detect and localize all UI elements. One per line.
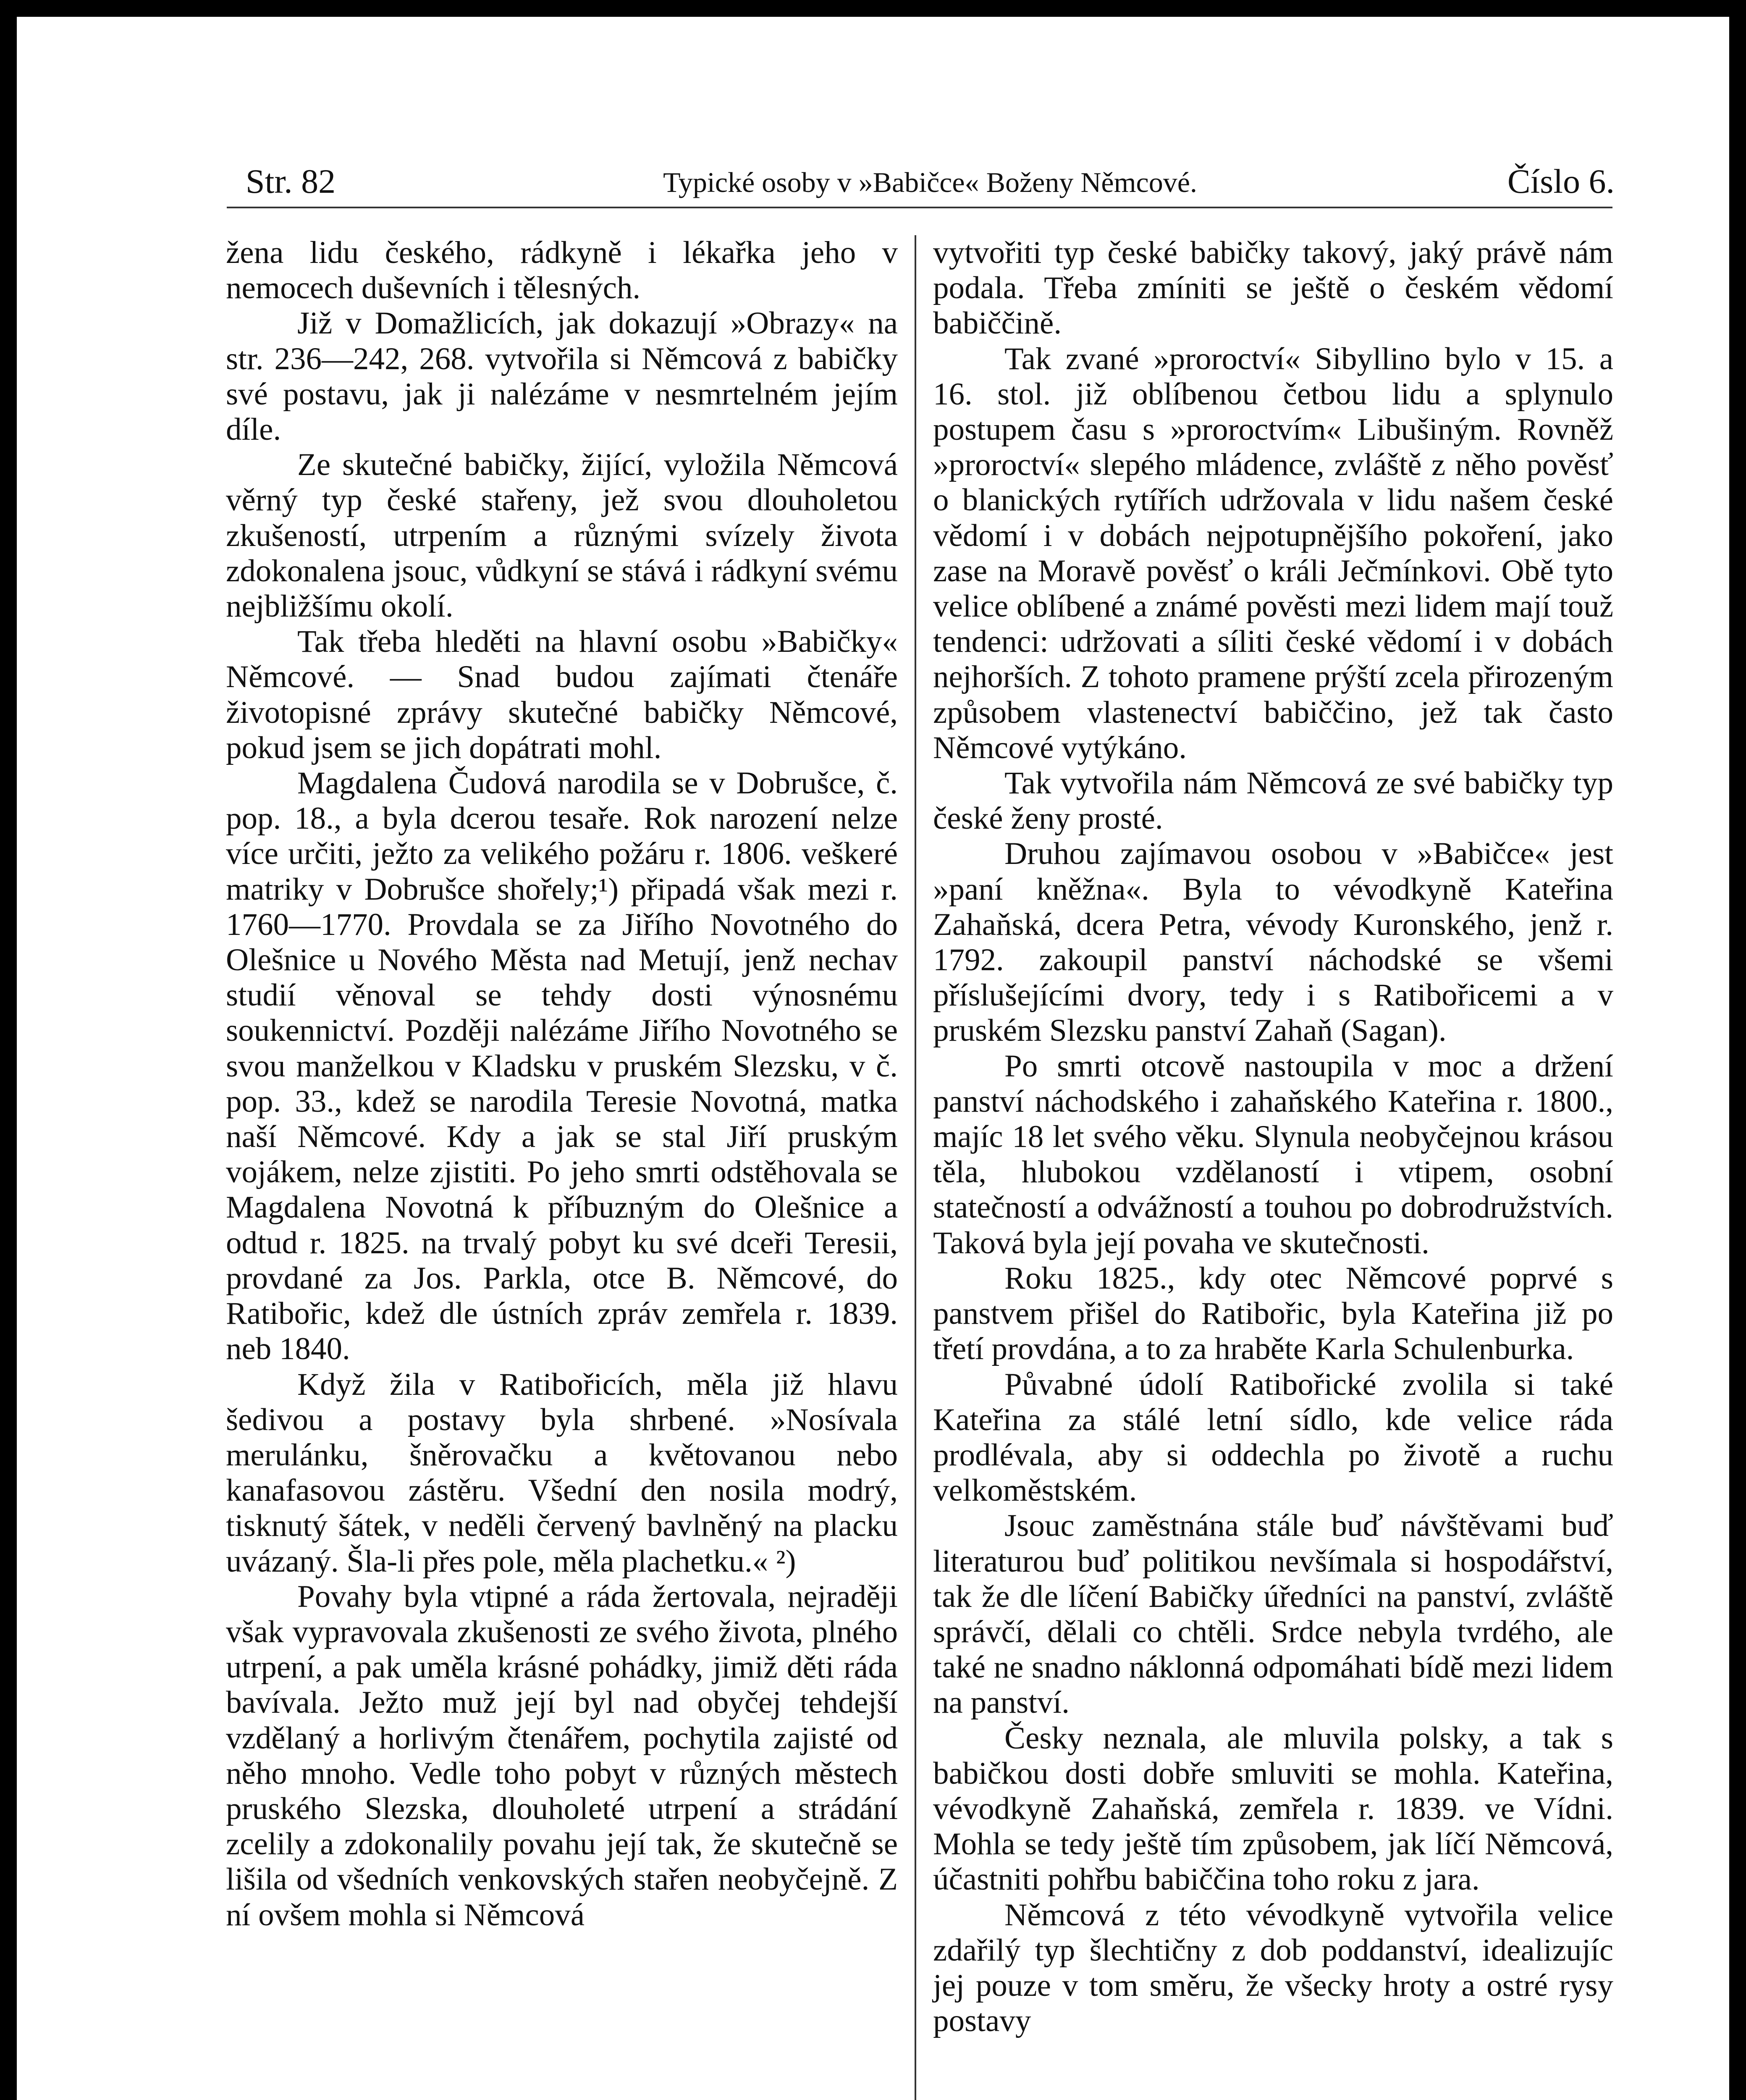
paragraph: žena lidu českého, rádkyně i lékařka jeho v nemocech duševních i tělesných. xyxy=(226,235,898,306)
paragraph: Česky neznala, ale mluvila polsky, a tak s babičkou dosti dobře smluviti se mohla. Kateřina, vévodkyně Zahaňská, zemřela r. 1839. ve Vídni. Mohla se tedy ještě tím způsobem, jak líčí Němcová, účastniti pohřbu babiččina toho roku z jara. xyxy=(933,1720,1613,1897)
column-divider xyxy=(915,235,916,2100)
page-number: Str. 82 xyxy=(246,162,336,200)
paragraph: Tak zvané »proroctví« Sibyllino bylo v 15. a 16. stol. již oblíbenou četbou lidu a splynulo postupem času s »proroctvím« Libušiným. Rovněž »proroctví« slepého mládence, zvláště z něho pověsť o blanických rytířích udržovala v lidu našem české vědomí i v dobách nejpotupnějšího pokoření, jako zase na Moravě pověsť o králi Ječmínkovi. Obě tyto velice oblíbené a známé pověsti mezi lidem mají touž tendenci: udržovati a síliti české vědomí i v dobách nejhorších. Z tohoto pramene prýští zcela přirozeným způsobem vlastenectví babiččino, jež tak často Němcové vytýkáno. xyxy=(933,341,1613,765)
scan-border-right xyxy=(1729,0,1746,2100)
paragraph: Jsouc zaměstnána stále buď návštěvami buď literaturou buď politikou nevšímala si hospodářství, tak že dle líčení Babičky úředníci na panství, zvláště správčí, dělali co chtěli. Srdce nebyla tvrdého, ale také ne snadno náklonná odpomáhati bídě mezi lidem na panství. xyxy=(933,1508,1613,1720)
paragraph: Povahy byla vtipné a ráda žertovala, nejraději však vypravovala zkušenosti ze svého života, plného utrpení, a pak uměla krásné pohádky, jimiž děti ráda bavívala. Ježto muž její byl nad obyčej tehdejší vzdělaný a horlivým čtenářem, pochytila zajisté od něho mnoho. Vedle toho pobyt v různých městech pruského Slezska, dlouholeté utrpení a strádání zcelily a zdokonalily povahu její tak, že skutečně se lišila od všedních venkovských stařen neobyčejně. Z ní ovšem mohla si Němcová xyxy=(226,1579,898,1932)
running-title: Typické osoby v »Babičce« Boženy Němcové. xyxy=(663,166,1197,198)
paragraph: Půvabné údolí Ratibořické zvolila si také Kateřina za stálé letní sídlo, kde velice ráda prodlévala, aby si oddechla po životě a ruchu velkoměstském. xyxy=(933,1367,1613,1508)
paragraph: Po smrti otcově nastoupila v moc a držení panství náchodského i zahaňského Kateřina r. 1800., majíc 18 let svého věku. Slynula neobyčejnou krásou těla, hlubokou vzdělaností i vtipem, osobní statečností a odvážností a touhou po dobrodružstvích. Taková byla její povaha ve skutečnosti. xyxy=(933,1048,1613,1260)
page-header xyxy=(246,162,1615,204)
header-divider xyxy=(227,207,1612,208)
issue-number: Číslo 6. xyxy=(1507,162,1615,200)
scan-border-top xyxy=(0,0,1746,17)
paragraph: Ze skutečné babičky, žijící, vyložila Němcová věrný typ české stařeny, jež svou dlouholetou zkušeností, utrpením a různými svízely života zdokonalena jsouc, vůdkyní se stává i rádkyní svému nejbližšímu okolí. xyxy=(226,447,898,624)
scan-border-left xyxy=(0,0,17,2100)
paragraph: Roku 1825., kdy otec Němcové poprvé s panstvem přišel do Ratibořic, byla Kateřina již po třetí provdána, a to za hraběte Karla Schulenburka. xyxy=(933,1260,1613,1367)
paragraph: Němcová z této vévodkyně vytvořila velice zdařilý typ šlechtičny z dob poddanství, idealizujíc jej pouze v tom směru, že všecky hroty a ostré rysy postavy xyxy=(933,1897,1613,2039)
paragraph: Tak třeba hleděti na hlavní osobu »Babičky« Němcové. — Snad budou zajímati čtenáře životopisné zprávy skutečné babičky Němcové, pokud jsem se jich dopátrati mohl. xyxy=(226,624,898,765)
paragraph: Když žila v Ratibořicích, měla již hlavu šedivou a postavy byla shrbené. »Nosívala merulánku, šněrovačku a květovanou nebo kanafasovou zástěru. Všední den nosila modrý, tisknutý šátek, v neděli červený bavlněný na placku uvázaný. Šla-li přes pole, měla plachetku.« ²) xyxy=(226,1367,898,1579)
paragraph: Magdalena Čudová narodila se v Dobrušce, č. pop. 18., a byla dcerou tesaře. Rok narození nelze více určiti, ježto za velikého požáru r. 1806. veškeré matriky v Dobrušce shořely;¹) připadá však mezi r. 1760—1770. Provdala se za Jiřího Novotného do Olešnice u Nového Města nad Metují, jenž nechav studií věnoval se tehdy dosti výnosnému soukennictví. Později nalézáme Jiřího Novotného se svou manželkou v Kladsku v pruském Slezsku, v č. pop. 33., kdež se narodila Teresie Novotná, matka naší Němcové. Kdy a jak se stal Jiří pruským vojákem, nelze zjistiti. Po jeho smrti odstěhovala se Magdalena Novotná k příbuzným do Olešnice a odtud r. 1825. na trvalý pobyt ku své dceři Teresii, provdané za Jos. Parkla, otce B. Němcové, do Ratibořic, kdež dle ústních zpráv zemřela r. 1839. neb 1840. xyxy=(226,766,898,1367)
right-column xyxy=(933,235,1613,2039)
paragraph: Druhou zajímavou osobou v »Babičce« jest »paní kněžna«. Byla to vévodkyně Kateřina Zahaňská, dcera Petra, vévody Kuronského, jenž r. 1792. zakoupil panství náchodské se všemi příslušejícími dvory, tedy i s Ratibořicemi a v pruském Slezsku panství Zahaň (Sagan). xyxy=(933,836,1613,1048)
paragraph: vytvořiti typ české babičky takový, jaký právě nám podala. Třeba zmíniti se ještě o českém vědomí babiččině. xyxy=(933,235,1613,341)
paragraph: Již v Domažlicích, jak dokazují »Obrazy« na str. 236—242, 268. vytvořila si Němcová z babičky své postavu, jak ji nalézáme v nesmrtelném jejím díle. xyxy=(226,306,898,447)
left-column xyxy=(226,235,898,1933)
paragraph: Tak vytvořila nám Němcová ze své babičky typ české ženy prosté. xyxy=(933,766,1613,836)
